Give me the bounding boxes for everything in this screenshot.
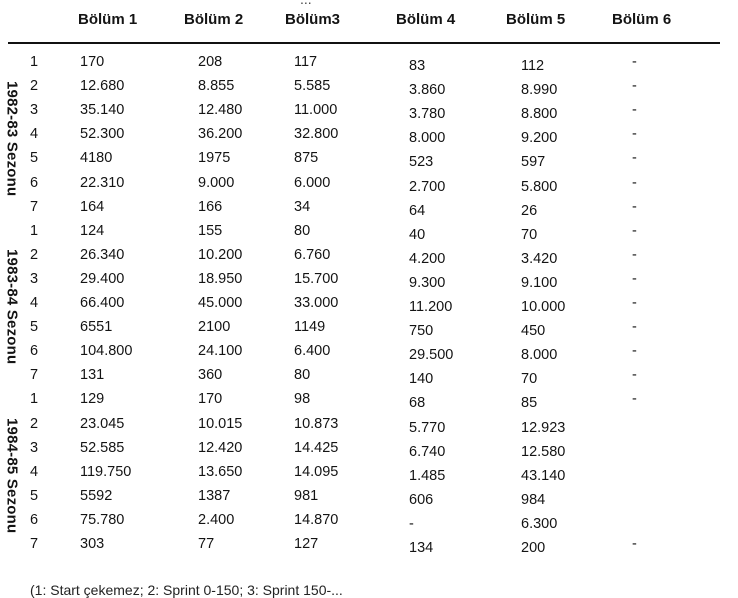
table-cell: 6.400 <box>294 343 331 360</box>
table-cell: 12.580 <box>521 443 566 460</box>
table-cell: 2.400 <box>198 511 235 528</box>
table-cell: 77 <box>198 536 215 552</box>
row-number: 6 <box>29 174 39 191</box>
table-cell: 170 <box>198 391 223 408</box>
table-cell: 200 <box>521 540 546 556</box>
row-number: 4 <box>29 463 39 480</box>
table-cell: - <box>632 391 637 408</box>
table-cell: 1.485 <box>409 467 446 484</box>
column-header-4: Bölüm 4 <box>396 11 456 28</box>
table-cell: 8.000 <box>521 347 558 364</box>
table-cell: 8.855 <box>198 78 235 95</box>
table-cell: - <box>632 319 637 336</box>
table-cell: 12.680 <box>80 78 125 95</box>
table-cell: 8.000 <box>409 130 446 147</box>
table-cell: 127 <box>294 536 319 552</box>
table-cell: - <box>632 295 637 311</box>
table-cell: 40 <box>409 226 426 243</box>
table-cell: 6.740 <box>409 443 446 460</box>
row-number: 1 <box>29 54 39 70</box>
table-cell: 26.340 <box>80 246 125 263</box>
table-cell: 11.200 <box>409 299 453 315</box>
table-cell: 606 <box>409 491 434 508</box>
table-cell: 10.200 <box>198 246 243 263</box>
row-number: 5 <box>29 319 39 336</box>
table-cell: 1149 <box>294 319 326 336</box>
table-cell: 9.100 <box>521 274 558 291</box>
table-cell: 80 <box>294 367 311 384</box>
table-cell: 5592 <box>80 487 113 504</box>
table-cell: 29.500 <box>409 347 454 364</box>
table-cell: 80 <box>294 222 311 239</box>
table-cell: 32.800 <box>294 126 339 143</box>
table-cell: 14.870 <box>294 511 339 528</box>
table-cell: 164 <box>80 198 105 215</box>
top-text-fragment <box>300 0 312 7</box>
table-cell: - <box>632 222 637 239</box>
table-cell: 68 <box>409 395 426 412</box>
table-cell: 5.585 <box>294 78 331 95</box>
table-cell: 597 <box>521 154 546 171</box>
column-header-1: Bölüm 1 <box>78 11 138 28</box>
table-cell: 208 <box>198 54 223 70</box>
table-cell: 1387 <box>198 487 231 504</box>
table-cell: - <box>632 343 637 360</box>
table-cell: 6.300 <box>521 515 558 532</box>
table-cell: 119.750 <box>80 463 132 480</box>
header-rule <box>8 42 720 44</box>
table-cell: - <box>632 270 637 287</box>
table-cell: 6.000 <box>294 174 331 191</box>
table-cell: 10.000 <box>521 299 566 315</box>
season-label <box>1 393 23 558</box>
table-cell: - <box>409 515 414 532</box>
table-cell: 66.400 <box>80 295 125 311</box>
table-cell: 9.200 <box>521 130 558 147</box>
table-cell: 360 <box>198 367 223 384</box>
table-cell: 3.780 <box>409 106 446 123</box>
table-cell: 12.420 <box>198 439 243 456</box>
table-cell: 34 <box>294 198 311 215</box>
row-number: 3 <box>29 439 39 456</box>
row-number: 6 <box>29 343 39 360</box>
table-cell: - <box>632 246 637 263</box>
table-cell: 10.015 <box>198 415 243 432</box>
table-cell: - <box>632 126 637 143</box>
table-cell: 14.425 <box>294 439 339 456</box>
table-cell: 83 <box>409 58 426 74</box>
table-cell: 35.140 <box>80 102 125 119</box>
table-cell: 23.045 <box>80 415 125 432</box>
table-cell: 43.140 <box>521 467 566 484</box>
table-cell: 12.480 <box>198 102 243 119</box>
row-number: 4 <box>29 295 39 311</box>
table-cell: 5.770 <box>409 419 446 436</box>
table-cell: 4180 <box>80 150 113 167</box>
table-cell: 70 <box>521 371 538 388</box>
table-cell: 12.923 <box>521 419 566 436</box>
season-label-text: 1984-85 Sezonu <box>3 418 21 534</box>
row-number: 2 <box>29 415 39 432</box>
season-label <box>1 56 23 221</box>
row-number: 5 <box>29 150 39 167</box>
table-cell: 3.420 <box>521 250 558 267</box>
table-cell: 24.100 <box>198 343 243 360</box>
table-cell: 64 <box>409 202 426 219</box>
table-cell: 5.800 <box>521 178 558 195</box>
table-cell: 75.780 <box>80 511 125 528</box>
table-cell: - <box>632 174 637 191</box>
table-cell: 98 <box>294 391 311 408</box>
table-cell: 1975 <box>198 150 231 167</box>
table-cell: 104.800 <box>80 343 133 360</box>
table-cell: 8.800 <box>521 106 558 123</box>
table-cell: 303 <box>80 536 105 552</box>
table-cell: 9.300 <box>409 274 446 291</box>
table-cell: 117 <box>294 54 318 70</box>
table-cell: 33.000 <box>294 295 339 311</box>
table-cell: 13.650 <box>198 463 243 480</box>
table-cell: 450 <box>521 323 546 340</box>
row-number: 7 <box>29 367 39 384</box>
row-number: 3 <box>29 270 39 287</box>
table-cell: 18.950 <box>198 270 243 287</box>
row-number: 6 <box>29 511 39 528</box>
table-cell: 140 <box>409 371 434 388</box>
table-cell: 9.000 <box>198 174 235 191</box>
table-cell: 3.860 <box>409 82 446 99</box>
season-label <box>1 225 23 390</box>
table-cell: 875 <box>294 150 319 167</box>
table-cell: 15.700 <box>294 270 339 287</box>
table-cell: 14.095 <box>294 463 339 480</box>
table-cell: 984 <box>521 491 546 508</box>
table-cell: 45.000 <box>198 295 243 311</box>
table-cell: 2100 <box>198 319 231 336</box>
row-number: 7 <box>29 198 39 215</box>
table-cell: 170 <box>80 54 105 70</box>
column-header-5: Bölüm 5 <box>506 11 566 28</box>
season-label-text: 1983-84 Sezonu <box>3 249 21 365</box>
row-number: 1 <box>29 222 39 239</box>
table-cell: 750 <box>409 323 434 340</box>
row-number: 3 <box>29 102 39 119</box>
table-cell: 124 <box>80 222 105 239</box>
table-cell: - <box>632 102 637 119</box>
column-header-6: Bölüm 6 <box>612 11 672 28</box>
table-cell: 26 <box>521 202 538 219</box>
table-cell: 129 <box>80 391 105 408</box>
table-cell: 36.200 <box>198 126 243 143</box>
table-cell: 52.585 <box>80 439 125 456</box>
table-cell: 29.400 <box>80 270 125 287</box>
table-cell: 8.990 <box>521 82 558 99</box>
table-cell: 2.700 <box>409 178 446 195</box>
table-cell: - <box>632 367 637 384</box>
row-number: 4 <box>29 126 39 143</box>
table-cell: 523 <box>409 154 434 171</box>
table-cell: 10.873 <box>294 415 339 432</box>
row-number: 1 <box>29 391 39 408</box>
footnote: (1: Start çekemez; 2: Sprint 0-150; 3: Sprint 150-... <box>30 582 343 598</box>
table-cell: 85 <box>521 395 538 412</box>
season-label-text: 1982-83 Sezonu <box>3 80 21 197</box>
table-cell: 131 <box>80 367 105 384</box>
table-cell: 6551 <box>80 319 113 336</box>
table-cell: 112 <box>521 58 545 74</box>
table-cell: 155 <box>198 222 223 239</box>
table-cell: 981 <box>294 487 319 504</box>
table-cell: - <box>632 150 637 167</box>
table-cell: 6.760 <box>294 246 331 263</box>
table-cell: - <box>632 536 637 552</box>
column-header-2: Bölüm 2 <box>184 11 244 28</box>
column-header-3: Bölüm3 <box>285 11 341 28</box>
table-cell: 134 <box>409 540 434 556</box>
row-number: 7 <box>29 536 39 552</box>
table-cell: - <box>632 198 637 215</box>
row-number: 2 <box>29 246 39 263</box>
table-cell: - <box>632 54 637 70</box>
table-cell: 22.310 <box>80 174 125 191</box>
table-cell: 52.300 <box>80 126 125 143</box>
row-number: 5 <box>29 487 39 504</box>
table-cell: 70 <box>521 226 538 243</box>
table-cell: 4.200 <box>409 250 446 267</box>
table-cell: 166 <box>198 198 223 215</box>
row-number: 2 <box>29 78 39 95</box>
table-cell: - <box>632 78 637 95</box>
table-cell: 11.000 <box>294 102 338 119</box>
